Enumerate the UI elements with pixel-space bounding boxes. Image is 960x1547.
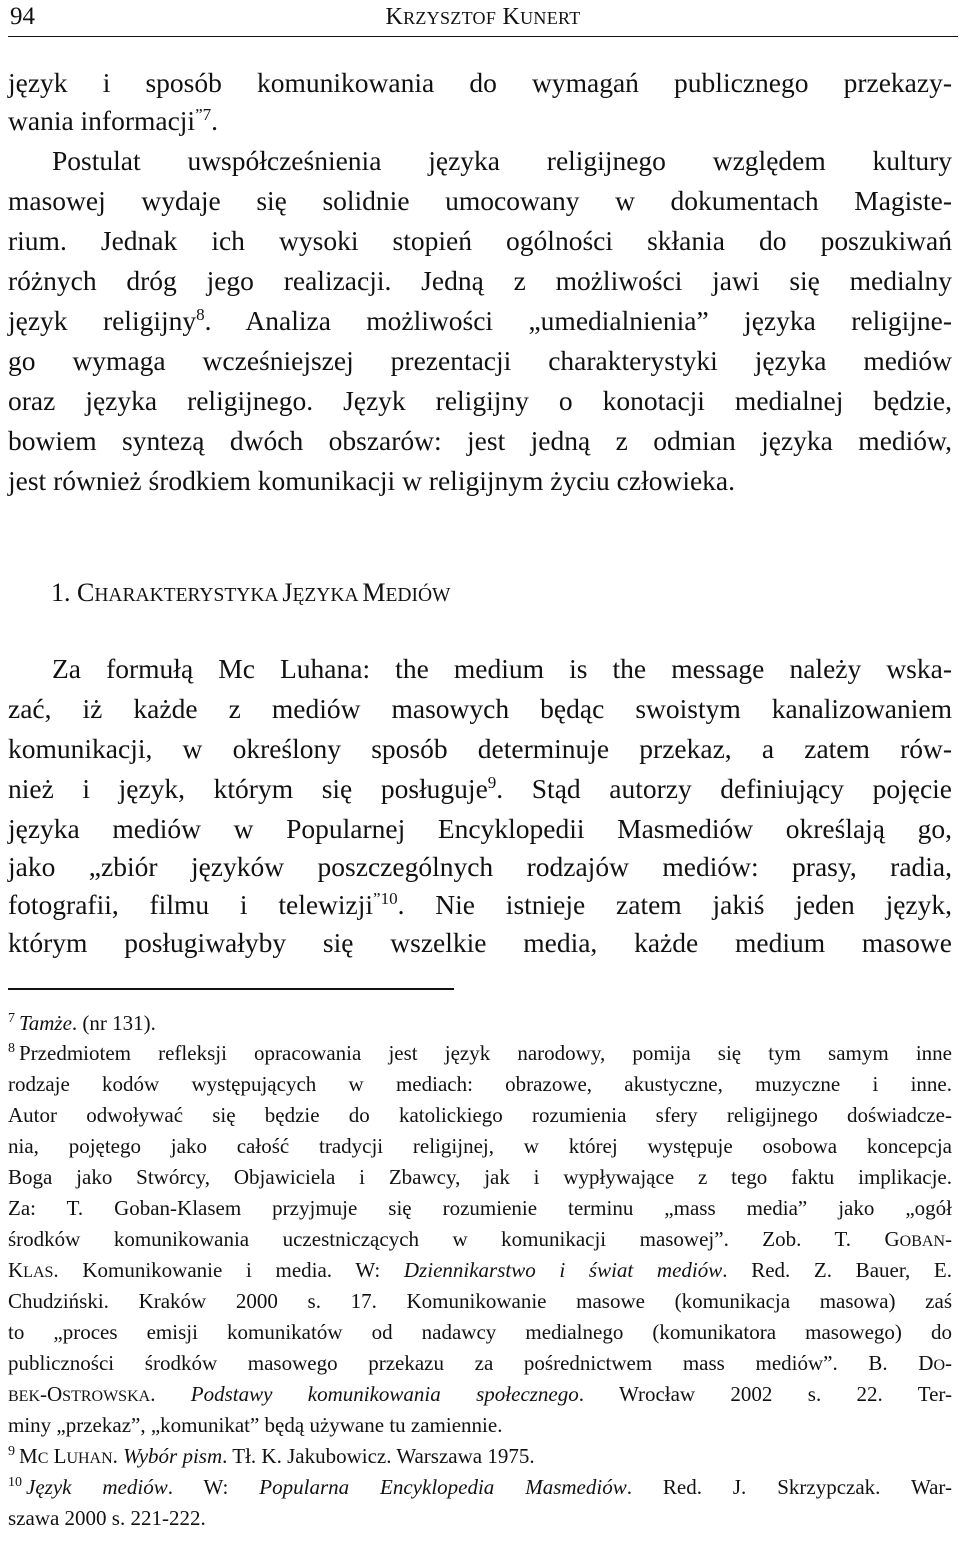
- footnote-line: rodzaje kodów występujących w mediach: obrazowe, akustyczne, muzyczne i inne.: [8, 1072, 952, 1096]
- text-line: go wymaga wcześniejszej prezentacji charakterystyki języka mediów: [8, 345, 952, 376]
- text-line: Postulat uwspółcześnienia języka religijnego względem kultury: [52, 145, 952, 176]
- text-line: fotografii, filmu i telewizji$^{”10}$. Nie istnieje zatem jakiś jeden język,: [8, 888, 952, 920]
- text-line: język i sposób komunikowania do wymagań publicznego przekazy-: [8, 67, 952, 98]
- text-line: nież i język, którym się posługuje$^9$. Stąd autorzy definiujący pojęcie: [8, 772, 952, 804]
- text-line: Za formułą Mc Luhana: the medium is the message należy wska-: [52, 653, 952, 684]
- text-line: którym posługiwałyby się wszelkie media, każde medium masowe: [8, 927, 952, 958]
- text-line: zać, iż każde z mediów masowych będąc swoistym kanalizowaniem: [8, 693, 952, 724]
- footnote-line: BEK-OSTROWSKA. Podstawy komunikowania społecznego. Wrocław 2002 s. 22. Ter-: [8, 1382, 953, 1406]
- footnote-line: środków komunikowania uczestniczących w komunikacji masowej”. Zob. T. GOBAN-: [8, 1227, 952, 1251]
- text-line: różnych dróg jego realizacji. Jedną z możliwości jawi się medialny: [8, 265, 952, 296]
- footnote-ref: 9: [487, 772, 497, 792]
- section-heading: 1. CHARAKTERYSTYKA JĘZYKA MEDIÓW: [51, 578, 451, 607]
- page-header: [8, 0, 958, 37]
- page-number: 94: [10, 3, 35, 30]
- footnote-line: KLAS. Komunikowanie i media. W: Dziennikarstwo i świat mediów. Red. Z. Bauer, E.: [8, 1258, 952, 1282]
- text-line: bowiem syntezą dwóch obszarów: jest jedną z odmian języka mediów,: [8, 425, 952, 456]
- footnote-9: $^9$ MC LUHAN. Wybór pism. Tł. K. Jakubowicz. Warszawa 1975.: [8, 1444, 535, 1468]
- text-line: rium. Jednak ich wysoki stopień ogólności skłania do poszukiwań: [8, 225, 952, 256]
- footnote-line: publiczności środków masowego przekazu za pośrednictwem mass mediów”. B. DO-: [8, 1351, 952, 1375]
- text-line: wania informacji$^{”7}$.: [8, 104, 219, 136]
- footnote-line: miny „przekaz”, „komunikat” będą używane tu zamiennie.: [8, 1413, 503, 1437]
- footnote-ref: ”10: [373, 888, 398, 908]
- footnote-line: szawa 2000 s. 221-222.: [8, 1506, 206, 1530]
- footnote-7: $^7$ Tamże. (nr 131).: [8, 1011, 156, 1035]
- footnote-separator: [8, 988, 454, 990]
- text-line: oraz języka religijnego. Język religijny o konotacji medialnej będzie,: [8, 385, 952, 416]
- text-line: komunikacji, w określony sposób determinuje przekaz, a zatem rów-: [8, 733, 952, 764]
- text-line: jest również środkiem komunikacji w religijnym życiu człowieka.: [8, 465, 736, 496]
- footnote-line: Boga jako Stwórcy, Objawiciela i Zbawcy, jak i wypływające z tego faktu implikacje.: [8, 1165, 952, 1189]
- footnote-line: Za: T. Goban-Klasem przyjmuje się rozumienie terminu „mass media” jako „ogół: [8, 1196, 952, 1220]
- footnote-line: to „proces emisji komunikatów od nadawcy medialnego (komunikatora masowego) do: [8, 1320, 952, 1344]
- text-line: język religijny$^8$. Analiza możliwości „umedialnienia” języka religijne-: [8, 304, 952, 336]
- text-line: języka mediów w Popularnej Encyklopedii Masmediów określają go,: [8, 813, 952, 844]
- text-line: masowej wydaje się solidnie umocowany w dokumentach Magiste-: [8, 185, 952, 216]
- footnote-line: nia, pojętego jako całość tradycji religijnej, w której występuje osobowa koncepcja: [8, 1134, 952, 1158]
- footnote-10: $^{10}$ Język mediów. W: Popularna Encyklopedia Masmediów. Red. J. Skrzypczak. War-: [8, 1475, 952, 1499]
- footnote-ref: 8: [196, 304, 205, 324]
- running-head-author: KRZYSZTOF KUNERT: [385, 4, 581, 30]
- text-line: jako „zbiór języków poszczególnych rodzajów mediów: prasy, radia,: [8, 851, 952, 882]
- footnote-line: Chudziński. Kraków 2000 s. 17. Komunikowanie masowe (komunikacja masowa) zaś: [8, 1289, 952, 1313]
- footnote-line: Autor odwoływać się będzie do katolickiego rozumienia sfery religijnego doświadcze-: [8, 1103, 952, 1127]
- footnote-ref: ”7: [195, 104, 212, 124]
- footnote-8: $^8$ Przedmiotem refleksji opracowania jest język narodowy, pomija się tym samym inne: [8, 1041, 952, 1065]
